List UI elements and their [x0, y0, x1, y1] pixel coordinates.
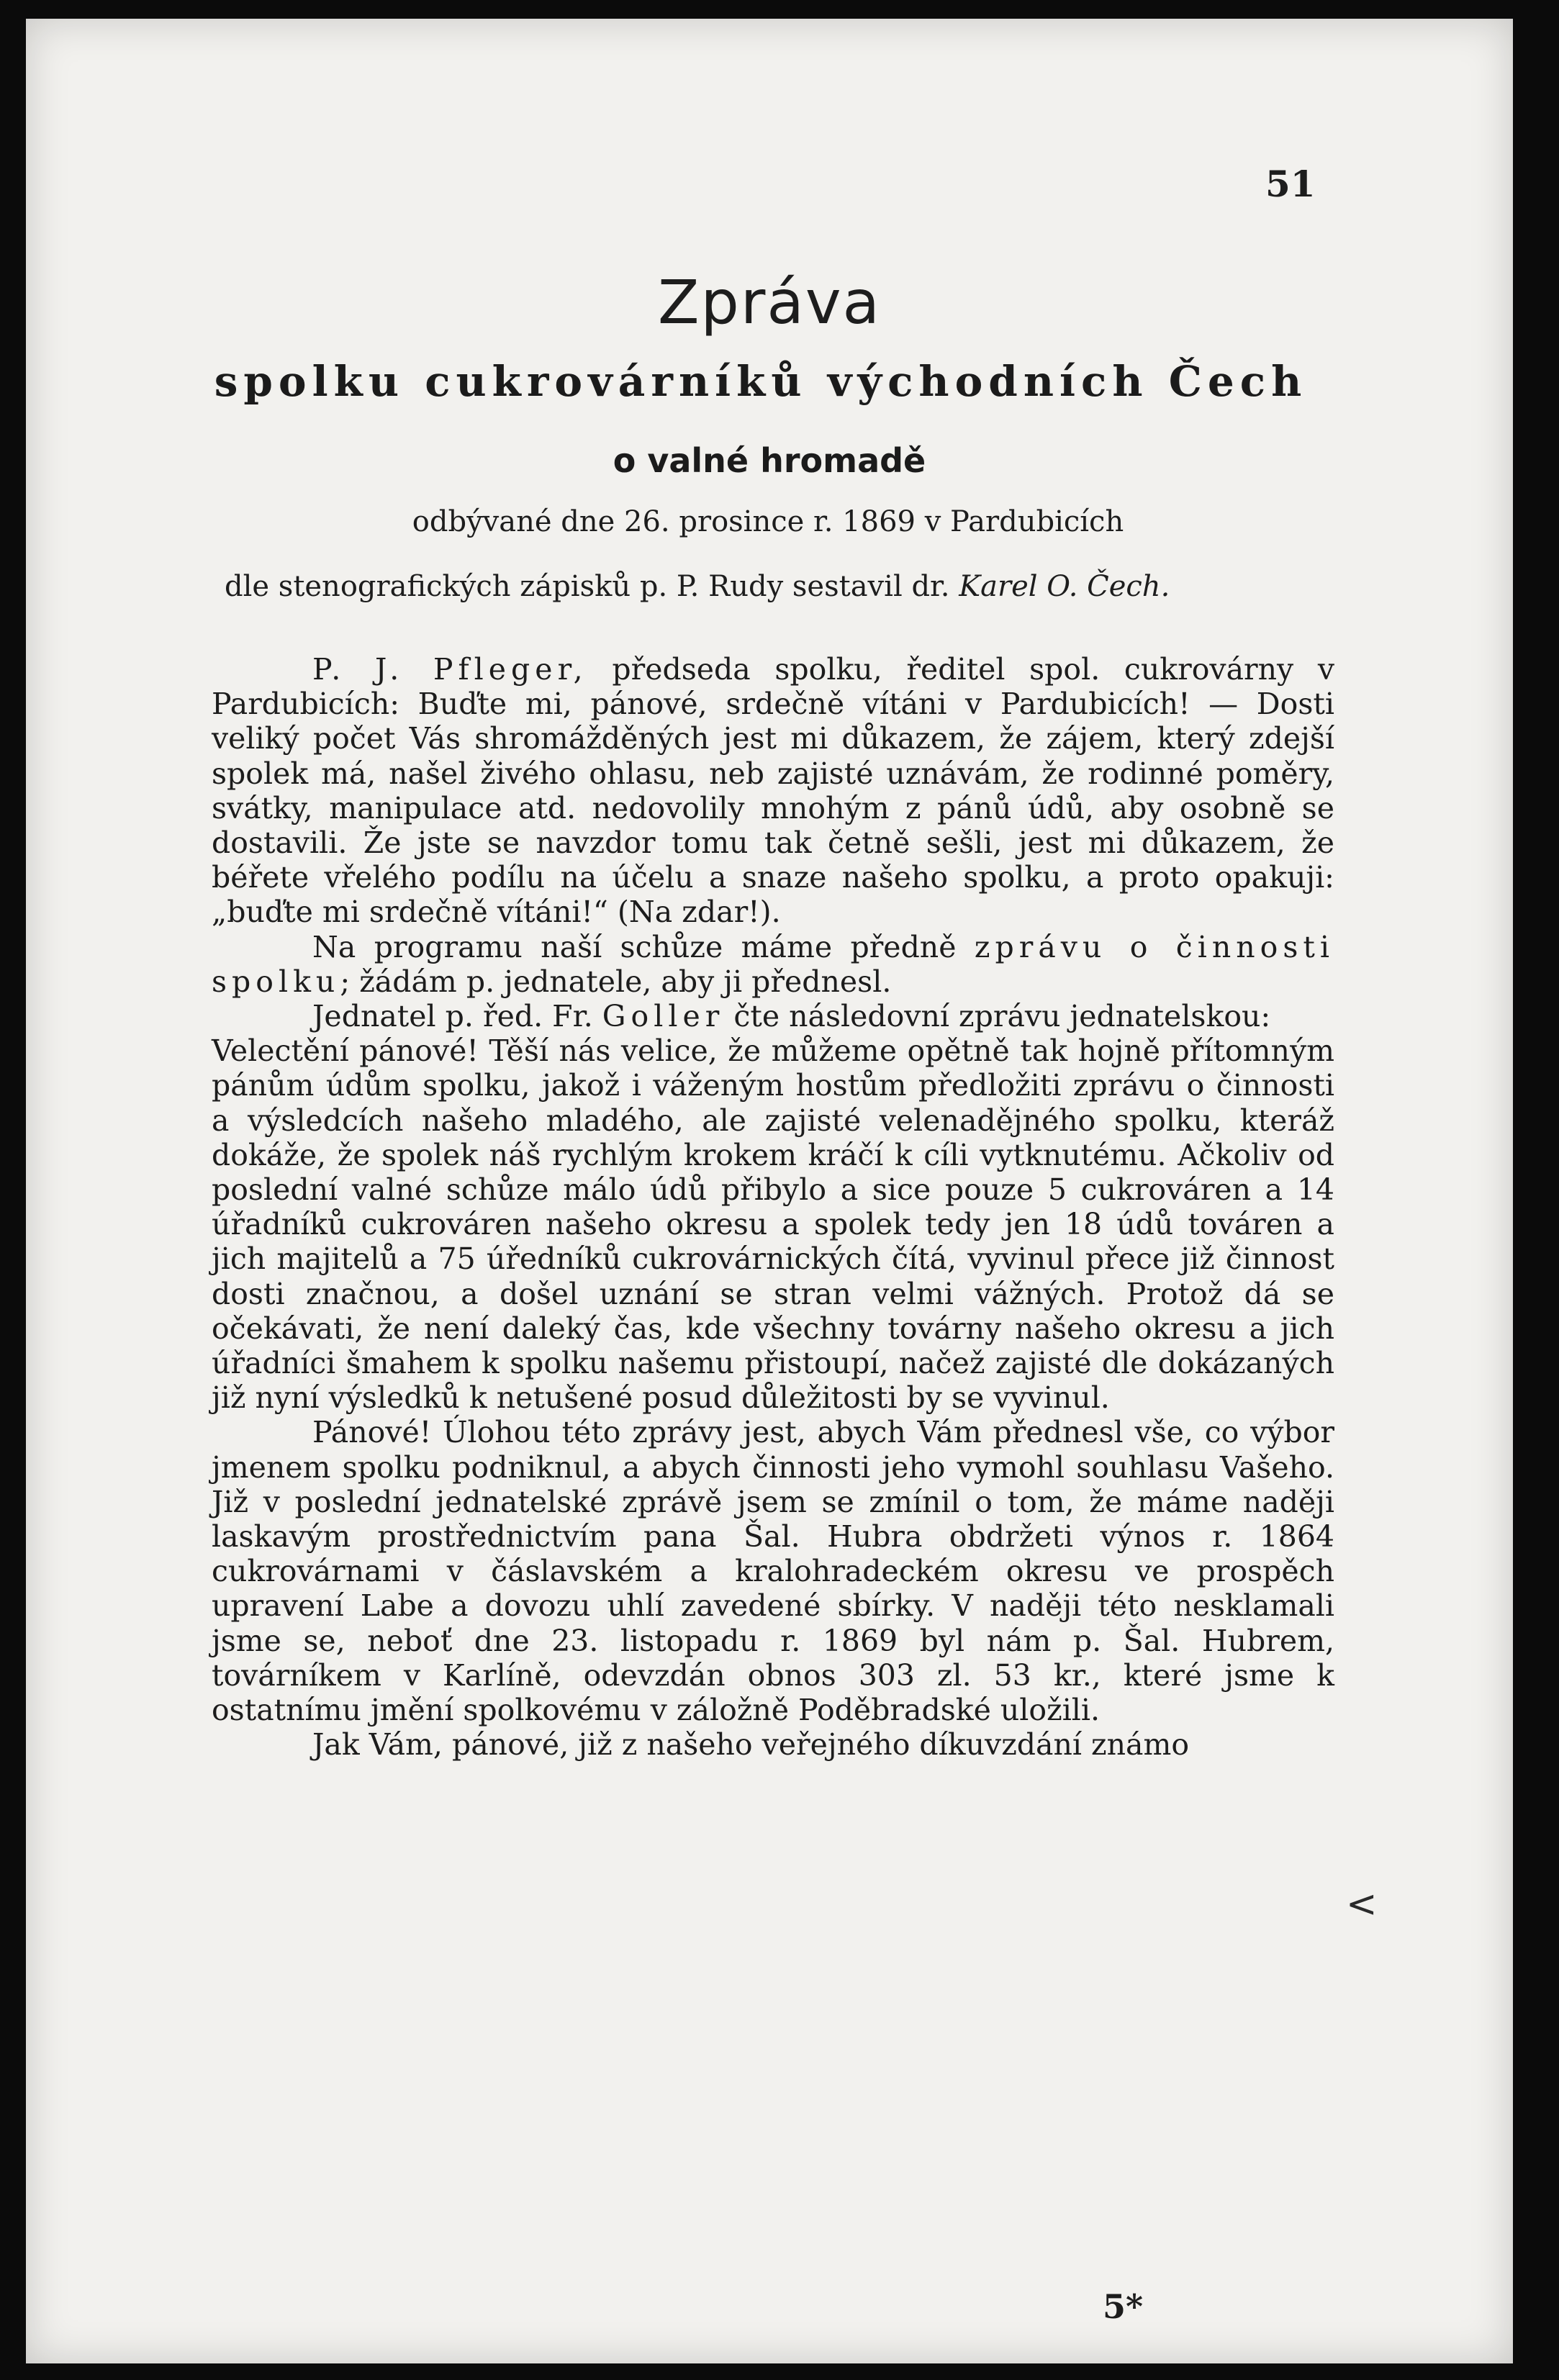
page-number: 51	[1265, 163, 1316, 205]
paragraph-5	[212, 1415, 1334, 1727]
paragraph-6	[212, 1727, 1334, 1762]
meta-date-place: odbývané dne 26. prosince r. 1869 v Pardubicích	[412, 505, 1124, 538]
paragraph-text: Jak Vám, pánové, již z našeho veřejného díkuvzdání známo	[312, 1727, 1190, 1763]
paragraph-text-post: čte následovní zprávu jednatelskou:	[733, 999, 1271, 1034]
paragraph-1	[212, 652, 1334, 930]
paragraph-text-post: ; žádám p. jednatele, aby ji přednesl.	[340, 964, 892, 999]
meta-author-name: Karel O. Čech.	[959, 570, 1170, 603]
paragraph-2	[212, 930, 1334, 999]
article-body	[212, 652, 1334, 1763]
paragraph-emphasis: Goller	[602, 999, 725, 1034]
paragraph-text: Pánové! Úlohou této zprávy jest, abych Vám přednesl vše, co výbor jmenem spolku podniknul, a abych činnosti jeho vymohl souhlasu Vašeho. Již v poslední jednatelské zprávě jsem se zmínil o tom, že máme naději laskavým prostřednictvím pana Šal. Hubra obdržeti výnos r. 1864 cukrovárnami v čáslavském a kralohradeckém okresu ve prospěch upravení Labe a dovozu uhlí zavedené sbírky. V naději této nesklamali jsme se, neboť dne 23. listopadu r. 1869 byl nám p. Šal. Hubrem, továrníkem v Karlíně, odevzdán obnos 303 zl. 53 kr., které jsme k ostatnímu jmění spolkovému v záložně Poděbradské uložili.	[212, 1415, 1334, 1728]
meta-author-line	[225, 570, 1362, 603]
signature-mark: 5*	[1103, 2287, 1144, 2326]
paragraph-emphasis: zprávu o činnosti spolku	[212, 929, 1334, 999]
paragraph-text-pre: Jednatel p. řed. Fr.	[312, 999, 593, 1034]
paragraph-text: předseda spolku, ředitel spol. cukrovárny v Pardubicích: Buďte mi, pánové, srdečně vítáni v Pardubicích! — Dosti veliký počet Vás shromážděných jest mi důkazem, že zájem, který zdejší spolek má, našel živého ohlasu, neb zajisté uznávám, že rodinné poměry, svátky, manipulace atd. nedovolily mnohým z pánů údů, aby osobně se dostavili. Že jste se navzdor tomu tak četně sešli, jest mi důkazem, že béřete vřelého podílu na účelu a snaze našeho spolku, a proto opakuji: „buďte mi srdečně vítáni!“ (Na zdar!).	[212, 652, 1335, 930]
article-title: Zpráva	[657, 267, 882, 338]
paragraph-text: Velectění pánové! Těší nás velice, že můžeme opětně tak hojně přítomným pánům údům spolku, jakož i váženým hostům předložiti zprávu o činnosti a výsledcích našeho mladého, ale zajisté velenadějného spolku, kteráž dokáže, že spolek náš rychlým krokem kráčí k cíli vytknutému. Ačkoliv od poslední valné schůze málo údů přibylo a sice pouze 5 cukrováren a 14 úřadníků cukrováren našeho okresu a spolek tedy jen 18 údů továren a jich majitelů a 75 úředníků cukrovárnických čítá, vyvinul přece již činnost dosti značnou, a došel uznání se stran velmi vážných. Protož dá se očekávati, že není daleký čas, kde všechny továrny našeho okresu a jich úřadníci šmahem k spolku našemu přistoupí, načež zajisté dle dokázaných již nyní výsledků k netušené posud důležitosti by se vyvinul.	[212, 1033, 1334, 1416]
meta-author-prefix: dle stenografických zápisků p. P. Rudy sestavil dr.	[225, 570, 950, 603]
paragraph-text-pre: Na programu naší schůze máme předně	[312, 929, 957, 964]
paragraph-3	[212, 999, 1334, 1033]
speaker-name: P. J. Pfleger,	[312, 652, 588, 687]
article-subtitle-2: o valné hromadě	[613, 441, 926, 480]
document-page	[26, 19, 1513, 2363]
paragraph-4	[212, 1033, 1334, 1415]
margin-annotation: <	[1346, 1883, 1378, 1926]
article-subtitle: spolku cukrovárníků východních Čech	[214, 357, 1308, 406]
